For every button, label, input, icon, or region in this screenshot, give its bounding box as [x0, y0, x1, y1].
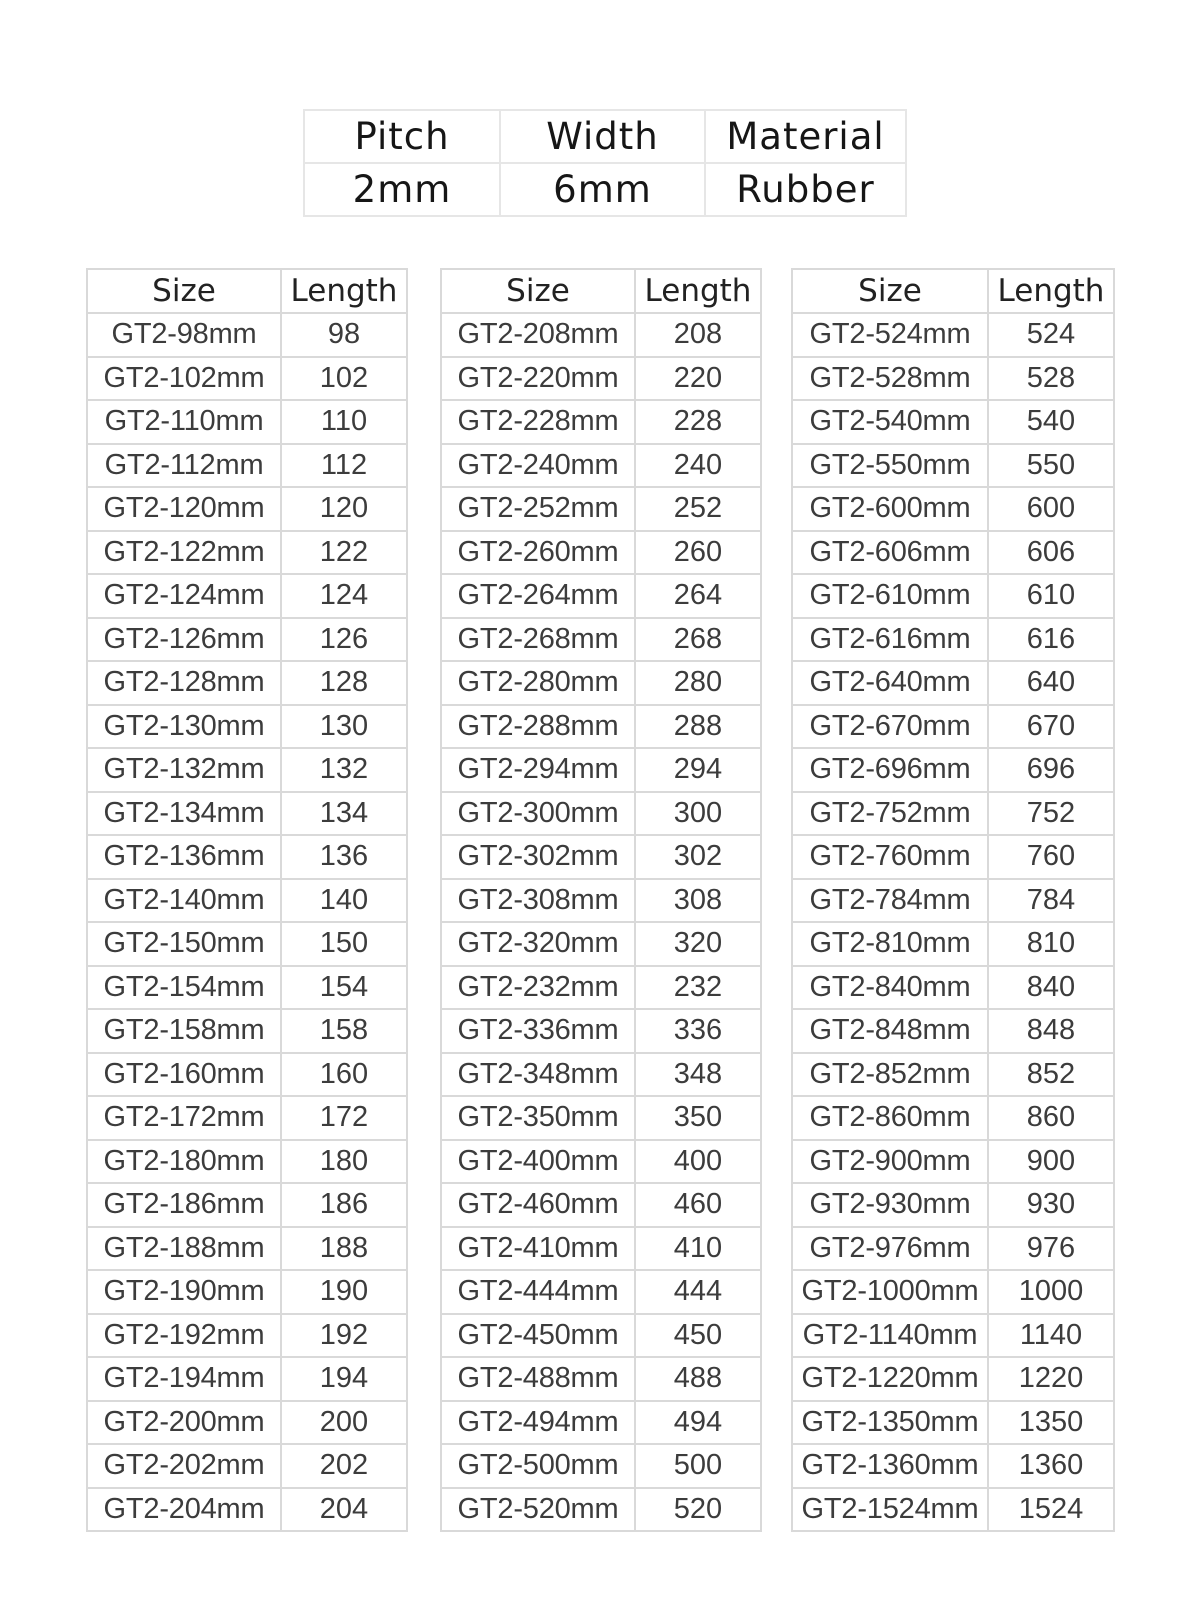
table-row [792, 1401, 1114, 1445]
spec-material-header: Material [705, 110, 906, 163]
table-row [792, 1053, 1114, 1097]
belt-size-cell: GT2-840mm [792, 966, 988, 1010]
belt-size-cell: GT2-1360mm [792, 1444, 988, 1488]
belt-length-cell: 860 [988, 1096, 1114, 1140]
table-row [441, 661, 761, 705]
belt-size-cell: GT2-102mm [87, 357, 281, 401]
belt-length-cell: 616 [988, 618, 1114, 662]
table-row [792, 1444, 1114, 1488]
belt-size-cell: GT2-1350mm [792, 1401, 988, 1445]
table-row [441, 357, 761, 401]
belt-length-cell: 810 [988, 922, 1114, 966]
table-row [87, 1227, 407, 1271]
table-row [441, 1227, 761, 1271]
table-row [441, 444, 761, 488]
table-row [87, 966, 407, 1010]
table-row [87, 1314, 407, 1358]
table-row [441, 705, 761, 749]
belt-length-cell: 228 [635, 400, 761, 444]
belt-length-cell: 606 [988, 531, 1114, 575]
belt-length-cell: 696 [988, 748, 1114, 792]
table-row [441, 835, 761, 879]
belt-size-cell: GT2-610mm [792, 574, 988, 618]
size-column-header: Size [87, 269, 281, 313]
belt-length-cell: 158 [281, 1009, 407, 1053]
belt-size-cell: GT2-150mm [87, 922, 281, 966]
belt-size-cell: GT2-228mm [441, 400, 635, 444]
table-row [441, 1357, 761, 1401]
belt-length-cell: 268 [635, 618, 761, 662]
belt-size-cell: GT2-158mm [87, 1009, 281, 1053]
belt-length-cell: 128 [281, 661, 407, 705]
belt-size-cell: GT2-204mm [87, 1488, 281, 1532]
belt-length-cell: 500 [635, 1444, 761, 1488]
table-row [441, 1401, 761, 1445]
belt-size-cell: GT2-308mm [441, 879, 635, 923]
belt-size-cell: GT2-126mm [87, 618, 281, 662]
table-row [87, 748, 407, 792]
belt-length-cell: 136 [281, 835, 407, 879]
belt-length-cell: 1000 [988, 1270, 1114, 1314]
belt-size-cell: GT2-500mm [441, 1444, 635, 1488]
belt-length-cell: 450 [635, 1314, 761, 1358]
table-row [441, 1009, 761, 1053]
table-row [792, 835, 1114, 879]
belt-size-cell: GT2-154mm [87, 966, 281, 1010]
belt-size-cell: GT2-400mm [441, 1140, 635, 1184]
table-row [792, 1227, 1114, 1271]
belt-length-cell: 348 [635, 1053, 761, 1097]
belt-size-cell: GT2-760mm [792, 835, 988, 879]
belt-length-cell: 852 [988, 1053, 1114, 1097]
length-column-header: Length [988, 269, 1114, 313]
belt-length-cell: 600 [988, 487, 1114, 531]
belt-size-cell: GT2-260mm [441, 531, 635, 575]
belt-length-cell: 752 [988, 792, 1114, 836]
table-row [87, 1096, 407, 1140]
belt-size-cell: GT2-132mm [87, 748, 281, 792]
belt-size-cell: GT2-200mm [87, 1401, 281, 1445]
belt-length-cell: 930 [988, 1183, 1114, 1227]
belt-size-cell: GT2-180mm [87, 1140, 281, 1184]
table-row [792, 661, 1114, 705]
belt-length-cell: 524 [988, 313, 1114, 357]
table-row [792, 1140, 1114, 1184]
belt-size-cell: GT2-976mm [792, 1227, 988, 1271]
table-row [792, 487, 1114, 531]
belt-size-cell: GT2-120mm [87, 487, 281, 531]
table-row [441, 400, 761, 444]
belt-length-cell: 190 [281, 1270, 407, 1314]
table-row [87, 835, 407, 879]
table-row [441, 487, 761, 531]
belt-size-cell: GT2-460mm [441, 1183, 635, 1227]
belt-length-cell: 410 [635, 1227, 761, 1271]
belt-length-cell: 520 [635, 1488, 761, 1532]
belt-size-cell: GT2-190mm [87, 1270, 281, 1314]
belt-length-cell: 308 [635, 879, 761, 923]
table-row [441, 1314, 761, 1358]
table-row [87, 1357, 407, 1401]
table-row [87, 357, 407, 401]
belt-size-cell: GT2-1000mm [792, 1270, 988, 1314]
belt-length-cell: 172 [281, 1096, 407, 1140]
belt-length-cell: 98 [281, 313, 407, 357]
belt-size-cell: GT2-172mm [87, 1096, 281, 1140]
table-row [87, 574, 407, 618]
size-table-2 [440, 268, 762, 1532]
table-row [792, 1488, 1114, 1532]
belt-length-cell: 784 [988, 879, 1114, 923]
belt-size-cell: GT2-268mm [441, 618, 635, 662]
belt-size-cell: GT2-784mm [792, 879, 988, 923]
belt-length-cell: 444 [635, 1270, 761, 1314]
belt-length-cell: 124 [281, 574, 407, 618]
table-row [87, 1053, 407, 1097]
belt-length-cell: 204 [281, 1488, 407, 1532]
belt-size-cell: GT2-188mm [87, 1227, 281, 1271]
spec-header-row [304, 110, 906, 163]
table-row [441, 748, 761, 792]
spec-table [303, 109, 907, 217]
table-row [87, 1444, 407, 1488]
belt-size-cell: GT2-232mm [441, 966, 635, 1010]
belt-size-cell: GT2-110mm [87, 400, 281, 444]
belt-length-cell: 240 [635, 444, 761, 488]
belt-length-cell: 320 [635, 922, 761, 966]
table-row [792, 313, 1114, 357]
belt-length-cell: 126 [281, 618, 407, 662]
belt-length-cell: 1350 [988, 1401, 1114, 1445]
table-row [87, 1270, 407, 1314]
belt-length-cell: 528 [988, 357, 1114, 401]
table-row [87, 531, 407, 575]
belt-length-cell: 186 [281, 1183, 407, 1227]
belt-length-cell: 192 [281, 1314, 407, 1358]
table-row [441, 1096, 761, 1140]
table-row [87, 313, 407, 357]
table-row [792, 1357, 1114, 1401]
table-row [792, 1183, 1114, 1227]
belt-length-cell: 194 [281, 1357, 407, 1401]
belt-length-cell: 900 [988, 1140, 1114, 1184]
belt-length-cell: 264 [635, 574, 761, 618]
belt-size-cell: GT2-550mm [792, 444, 988, 488]
spec-value-row [304, 163, 906, 216]
table-row [87, 661, 407, 705]
belt-length-cell: 160 [281, 1053, 407, 1097]
belt-size-cell: GT2-810mm [792, 922, 988, 966]
belt-length-cell: 122 [281, 531, 407, 575]
belt-length-cell: 848 [988, 1009, 1114, 1053]
size-table-header-row [441, 269, 761, 313]
belt-length-cell: 300 [635, 792, 761, 836]
belt-size-cell: GT2-336mm [441, 1009, 635, 1053]
belt-length-cell: 102 [281, 357, 407, 401]
table-row [792, 1314, 1114, 1358]
belt-size-cell: GT2-410mm [441, 1227, 635, 1271]
table-row [87, 1488, 407, 1532]
belt-size-cell: GT2-128mm [87, 661, 281, 705]
spec-pitch-value: 2mm [304, 163, 500, 216]
belt-size-cell: GT2-540mm [792, 400, 988, 444]
belt-length-cell: 188 [281, 1227, 407, 1271]
table-row [441, 531, 761, 575]
table-row [441, 792, 761, 836]
belt-size-cell: GT2-112mm [87, 444, 281, 488]
table-row [441, 313, 761, 357]
belt-length-cell: 302 [635, 835, 761, 879]
belt-size-cell: GT2-208mm [441, 313, 635, 357]
size-table-1 [86, 268, 408, 1532]
belt-size-cell: GT2-202mm [87, 1444, 281, 1488]
table-row [792, 966, 1114, 1010]
belt-length-cell: 610 [988, 574, 1114, 618]
belt-size-cell: GT2-320mm [441, 922, 635, 966]
belt-length-cell: 1220 [988, 1357, 1114, 1401]
belt-size-cell: GT2-294mm [441, 748, 635, 792]
table-row [441, 966, 761, 1010]
belt-length-cell: 202 [281, 1444, 407, 1488]
length-column-header: Length [281, 269, 407, 313]
table-row [792, 792, 1114, 836]
belt-length-cell: 336 [635, 1009, 761, 1053]
belt-length-cell: 350 [635, 1096, 761, 1140]
belt-size-cell: GT2-140mm [87, 879, 281, 923]
belt-length-cell: 150 [281, 922, 407, 966]
belt-length-cell: 488 [635, 1357, 761, 1401]
table-row [87, 487, 407, 531]
belt-length-cell: 976 [988, 1227, 1114, 1271]
table-row [87, 1140, 407, 1184]
table-row [87, 792, 407, 836]
belt-size-cell: GT2-616mm [792, 618, 988, 662]
belt-length-cell: 130 [281, 705, 407, 749]
belt-length-cell: 154 [281, 966, 407, 1010]
belt-size-cell: GT2-350mm [441, 1096, 635, 1140]
table-row [441, 1270, 761, 1314]
table-row [792, 400, 1114, 444]
table-row [87, 705, 407, 749]
belt-length-cell: 400 [635, 1140, 761, 1184]
belt-size-cell: GT2-670mm [792, 705, 988, 749]
belt-size-cell: GT2-130mm [87, 705, 281, 749]
table-row [792, 357, 1114, 401]
belt-length-cell: 280 [635, 661, 761, 705]
belt-length-cell: 294 [635, 748, 761, 792]
belt-length-cell: 550 [988, 444, 1114, 488]
belt-length-cell: 200 [281, 1401, 407, 1445]
belt-length-cell: 232 [635, 966, 761, 1010]
belt-size-cell: GT2-852mm [792, 1053, 988, 1097]
table-row [441, 1140, 761, 1184]
belt-length-cell: 840 [988, 966, 1114, 1010]
size-table-3 [791, 268, 1115, 1532]
table-row [87, 400, 407, 444]
table-row [441, 1053, 761, 1097]
belt-size-cell: GT2-264mm [441, 574, 635, 618]
belt-length-cell: 134 [281, 792, 407, 836]
length-column-header: Length [635, 269, 761, 313]
belt-length-cell: 760 [988, 835, 1114, 879]
table-row [87, 1009, 407, 1053]
table-row [441, 1183, 761, 1227]
belt-length-cell: 112 [281, 444, 407, 488]
belt-size-cell: GT2-280mm [441, 661, 635, 705]
belt-size-cell: GT2-494mm [441, 1401, 635, 1445]
belt-size-cell: GT2-1524mm [792, 1488, 988, 1532]
belt-size-cell: GT2-444mm [441, 1270, 635, 1314]
belt-length-cell: 460 [635, 1183, 761, 1227]
belt-size-cell: GT2-124mm [87, 574, 281, 618]
table-row [792, 748, 1114, 792]
belt-size-cell: GT2-220mm [441, 357, 635, 401]
belt-size-cell: GT2-122mm [87, 531, 281, 575]
belt-length-cell: 132 [281, 748, 407, 792]
belt-size-cell: GT2-1140mm [792, 1314, 988, 1358]
belt-size-cell: GT2-240mm [441, 444, 635, 488]
belt-length-cell: 220 [635, 357, 761, 401]
belt-size-cell: GT2-288mm [441, 705, 635, 749]
table-row [441, 1488, 761, 1532]
table-row [792, 531, 1114, 575]
table-row [792, 444, 1114, 488]
belt-length-cell: 1360 [988, 1444, 1114, 1488]
belt-size-cell: GT2-900mm [792, 1140, 988, 1184]
belt-length-cell: 540 [988, 400, 1114, 444]
belt-size-cell: GT2-600mm [792, 487, 988, 531]
belt-size-cell: GT2-186mm [87, 1183, 281, 1227]
belt-length-cell: 252 [635, 487, 761, 531]
table-row [792, 1009, 1114, 1053]
size-column-header: Size [792, 269, 988, 313]
belt-length-cell: 208 [635, 313, 761, 357]
table-row [792, 879, 1114, 923]
belt-size-cell: GT2-302mm [441, 835, 635, 879]
table-row [87, 1401, 407, 1445]
belt-length-cell: 140 [281, 879, 407, 923]
belt-size-cell: GT2-488mm [441, 1357, 635, 1401]
belt-length-cell: 110 [281, 400, 407, 444]
table-row [87, 879, 407, 923]
belt-size-cell: GT2-930mm [792, 1183, 988, 1227]
spec-width-value: 6mm [500, 163, 705, 216]
belt-size-cell: GT2-752mm [792, 792, 988, 836]
belt-size-cell: GT2-136mm [87, 835, 281, 879]
table-row [441, 618, 761, 662]
table-row [792, 705, 1114, 749]
belt-length-cell: 1140 [988, 1314, 1114, 1358]
belt-size-cell: GT2-696mm [792, 748, 988, 792]
table-row [441, 922, 761, 966]
spec-pitch-header: Pitch [304, 110, 500, 163]
size-table-header-row [87, 269, 407, 313]
belt-size-cell: GT2-520mm [441, 1488, 635, 1532]
belt-length-cell: 120 [281, 487, 407, 531]
belt-length-cell: 494 [635, 1401, 761, 1445]
belt-size-cell: GT2-160mm [87, 1053, 281, 1097]
belt-size-cell: GT2-848mm [792, 1009, 988, 1053]
belt-length-cell: 288 [635, 705, 761, 749]
belt-size-cell: GT2-528mm [792, 357, 988, 401]
belt-size-cell: GT2-1220mm [792, 1357, 988, 1401]
belt-length-cell: 1524 [988, 1488, 1114, 1532]
belt-size-cell: GT2-134mm [87, 792, 281, 836]
spec-width-header: Width [500, 110, 705, 163]
table-row [441, 574, 761, 618]
table-row [792, 1096, 1114, 1140]
size-table-header-row [792, 269, 1114, 313]
belt-size-cell: GT2-192mm [87, 1314, 281, 1358]
table-row [87, 922, 407, 966]
belt-size-cell: GT2-348mm [441, 1053, 635, 1097]
table-row [87, 444, 407, 488]
size-column-header: Size [441, 269, 635, 313]
table-row [792, 922, 1114, 966]
belt-size-cell: GT2-252mm [441, 487, 635, 531]
belt-length-cell: 180 [281, 1140, 407, 1184]
spec-material-value: Rubber [705, 163, 906, 216]
table-row [87, 618, 407, 662]
belt-size-cell: GT2-860mm [792, 1096, 988, 1140]
table-row [792, 1270, 1114, 1314]
table-row [792, 618, 1114, 662]
table-row [441, 879, 761, 923]
table-row [441, 1444, 761, 1488]
table-row [87, 1183, 407, 1227]
belt-size-cell: GT2-300mm [441, 792, 635, 836]
belt-length-cell: 260 [635, 531, 761, 575]
belt-length-cell: 640 [988, 661, 1114, 705]
belt-size-cell: GT2-524mm [792, 313, 988, 357]
belt-size-cell: GT2-450mm [441, 1314, 635, 1358]
belt-size-cell: GT2-640mm [792, 661, 988, 705]
belt-size-cell: GT2-98mm [87, 313, 281, 357]
belt-size-cell: GT2-194mm [87, 1357, 281, 1401]
table-row [792, 574, 1114, 618]
belt-size-cell: GT2-606mm [792, 531, 988, 575]
belt-length-cell: 670 [988, 705, 1114, 749]
